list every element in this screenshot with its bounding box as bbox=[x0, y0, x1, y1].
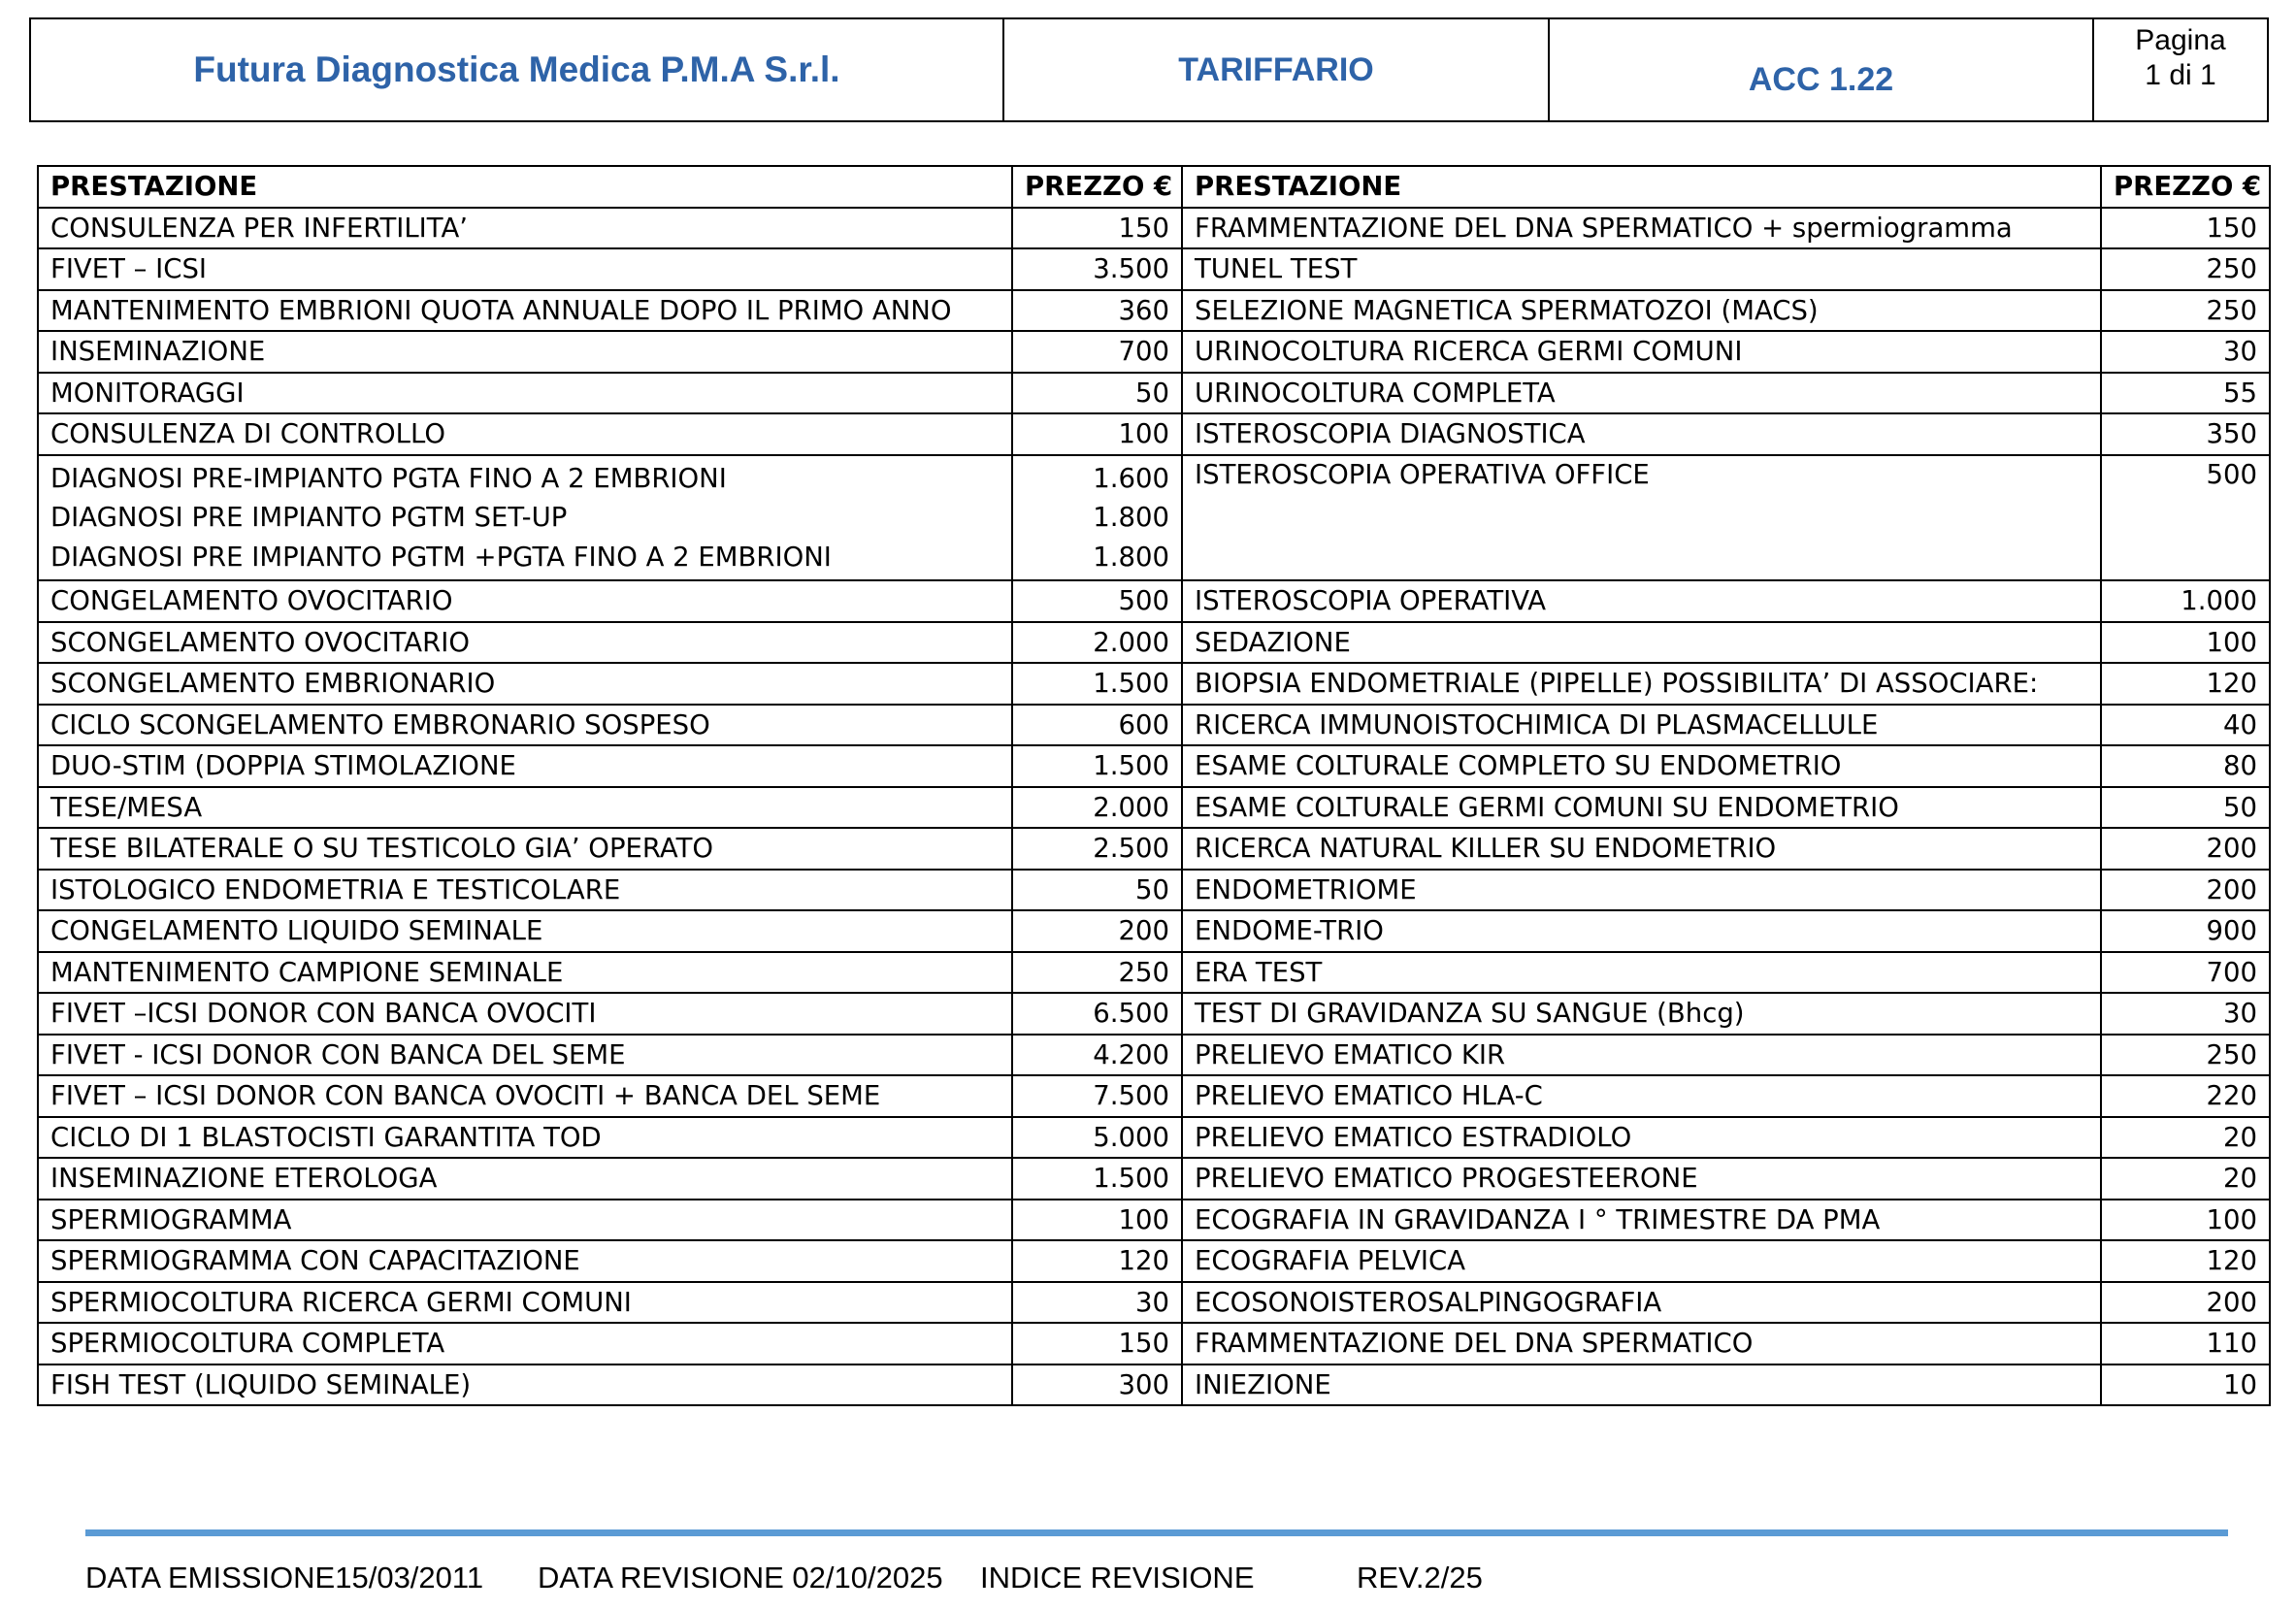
table-row bbox=[38, 828, 2270, 870]
service-name-left: FIVET –ICSI DONOR CON BANCA OVOCITI bbox=[38, 993, 1012, 1035]
service-name-right: ECOGRAFIA IN GRAVIDANZA I ° TRIMESTRE DA PMA bbox=[1182, 1200, 2101, 1241]
service-price-right: 200 bbox=[2101, 828, 2270, 870]
table-row bbox=[38, 208, 2270, 249]
service-price-left bbox=[1012, 455, 1182, 581]
service-name-left: TESE/MESA bbox=[38, 787, 1012, 829]
service-name-left: ISTOLOGICO ENDOMETRIA E TESTICOLARE bbox=[38, 870, 1012, 911]
service-name-left: CICLO DI 1 BLASTOCISTI GARANTITA TOD bbox=[38, 1117, 1012, 1159]
service-name-right: PRELIEVO EMATICO HLA-C bbox=[1182, 1075, 2101, 1117]
service-name-left: SPERMIOCOLTURA RICERCA GERMI COMUNI bbox=[38, 1282, 1012, 1324]
table-row bbox=[38, 952, 2270, 994]
service-name-left: SPERMIOCOLTURA COMPLETA bbox=[38, 1323, 1012, 1364]
service-name-right: SELEZIONE MAGNETICA SPERMATOZOI (MACS) bbox=[1182, 290, 2101, 332]
table-row bbox=[38, 331, 2270, 373]
revision-index-label: INDICE REVISIONE bbox=[980, 1561, 1255, 1595]
table-row bbox=[38, 413, 2270, 455]
table-header-row bbox=[38, 166, 2270, 208]
table-row bbox=[38, 455, 2270, 581]
document-code: ACC 1.22 bbox=[1549, 18, 2093, 121]
service-price-right: 55 bbox=[2101, 373, 2270, 414]
service-price-right: 40 bbox=[2101, 705, 2270, 746]
revision-number: REV.2/25 bbox=[1357, 1561, 1483, 1595]
service-price-right: 500 bbox=[2101, 455, 2270, 581]
service-name-right: TUNEL TEST bbox=[1182, 248, 2101, 290]
service-name-left: INSEMINAZIONE bbox=[38, 331, 1012, 373]
page-indicator bbox=[2093, 18, 2268, 121]
service-name-right: FRAMMENTAZIONE DEL DNA SPERMATICO + spermiogramma bbox=[1182, 208, 2101, 249]
table-row bbox=[38, 993, 2270, 1035]
service-price-right: 700 bbox=[2101, 952, 2270, 994]
service-price-right: 20 bbox=[2101, 1117, 2270, 1159]
table-row bbox=[38, 787, 2270, 829]
service-line: DIAGNOSI PRE-IMPIANTO PGTA FINO A 2 EMBRIONI bbox=[50, 462, 727, 494]
table-row bbox=[38, 1117, 2270, 1159]
service-name-right: ISTEROSCOPIA DIAGNOSTICA bbox=[1182, 413, 2101, 455]
service-name-left: TESE BILATERALE O SU TESTICOLO GIA’ OPERATO bbox=[38, 828, 1012, 870]
service-price-left: 30 bbox=[1012, 1282, 1182, 1324]
service-name-right: ESAME COLTURALE COMPLETO SU ENDOMETRIO bbox=[1182, 745, 2101, 787]
service-name-left: SPERMIOGRAMMA CON CAPACITAZIONE bbox=[38, 1240, 1012, 1282]
table-row bbox=[38, 745, 2270, 787]
service-price-left: 300 bbox=[1012, 1364, 1182, 1406]
table-row bbox=[38, 248, 2270, 290]
service-price-left: 100 bbox=[1012, 413, 1182, 455]
service-price-left: 100 bbox=[1012, 1200, 1182, 1241]
table-row bbox=[38, 580, 2270, 622]
service-price-right: 30 bbox=[2101, 331, 2270, 373]
service-name-left: MANTENIMENTO EMBRIONI QUOTA ANNUALE DOPO IL PRIMO ANNO bbox=[38, 290, 1012, 332]
service-price-left: 150 bbox=[1012, 1323, 1182, 1364]
service-name-right: ENDOME-TRIO bbox=[1182, 910, 2101, 952]
table-row bbox=[38, 1075, 2270, 1117]
service-name-right: PRELIEVO EMATICO PROGESTEERONE bbox=[1182, 1158, 2101, 1200]
service-name-left: MONITORAGGI bbox=[38, 373, 1012, 414]
price-table bbox=[37, 165, 2271, 1406]
service-price-left: 500 bbox=[1012, 580, 1182, 622]
column-header-service: PRESTAZIONE bbox=[38, 166, 1012, 208]
service-price-right: 10 bbox=[2101, 1364, 2270, 1406]
service-price-right: 120 bbox=[2101, 1240, 2270, 1282]
revision-date: DATA REVISIONE 02/10/2025 bbox=[538, 1561, 943, 1595]
table-row bbox=[38, 1158, 2270, 1200]
column-header-service: PRESTAZIONE bbox=[1182, 166, 2101, 208]
service-name-right: ECOGRAFIA PELVICA bbox=[1182, 1240, 2101, 1282]
service-name-right: ERA TEST bbox=[1182, 952, 2101, 994]
service-price-left: 7.500 bbox=[1012, 1075, 1182, 1117]
service-price-right: 100 bbox=[2101, 622, 2270, 664]
page-label: Pagina bbox=[2135, 24, 2226, 56]
service-line: DIAGNOSI PRE IMPIANTO PGTM +PGTA FINO A 2 EMBRIONI bbox=[50, 541, 832, 573]
price-line: 1.800 bbox=[1093, 541, 1169, 573]
service-price-left: 6.500 bbox=[1012, 993, 1182, 1035]
service-name-right: RICERCA NATURAL KILLER SU ENDOMETRIO bbox=[1182, 828, 2101, 870]
table-row bbox=[38, 373, 2270, 414]
service-price-left: 50 bbox=[1012, 870, 1182, 911]
service-price-right: 250 bbox=[2101, 248, 2270, 290]
service-price-right: 220 bbox=[2101, 1075, 2270, 1117]
service-price-right: 250 bbox=[2101, 1035, 2270, 1076]
service-name-left: CICLO SCONGELAMENTO EMBRONARIO SOSPESO bbox=[38, 705, 1012, 746]
document-header bbox=[29, 17, 2269, 122]
service-name-right: ECOSONOISTEROSALPINGOGRAFIA bbox=[1182, 1282, 2101, 1324]
service-price-left: 2.500 bbox=[1012, 828, 1182, 870]
service-name-left: INSEMINAZIONE ETEROLOGA bbox=[38, 1158, 1012, 1200]
service-name-right: FRAMMENTAZIONE DEL DNA SPERMATICO bbox=[1182, 1323, 2101, 1364]
service-price-right: 350 bbox=[2101, 413, 2270, 455]
service-price-left: 1.500 bbox=[1012, 745, 1182, 787]
column-header-price: PREZZO € bbox=[2101, 166, 2270, 208]
service-price-left: 700 bbox=[1012, 331, 1182, 373]
price-line: 1.800 bbox=[1093, 502, 1169, 533]
service-price-right: 50 bbox=[2101, 787, 2270, 829]
column-header-price: PREZZO € bbox=[1012, 166, 1182, 208]
service-name-left: CONSULENZA DI CONTROLLO bbox=[38, 413, 1012, 455]
table-row bbox=[38, 622, 2270, 664]
service-price-right: 900 bbox=[2101, 910, 2270, 952]
service-name-left: SPERMIOGRAMMA bbox=[38, 1200, 1012, 1241]
service-price-left: 250 bbox=[1012, 952, 1182, 994]
service-price-left: 360 bbox=[1012, 290, 1182, 332]
service-price-left: 200 bbox=[1012, 910, 1182, 952]
service-price-right: 120 bbox=[2101, 663, 2270, 705]
service-name-right: URINOCOLTURA RICERCA GERMI COMUNI bbox=[1182, 331, 2101, 373]
service-name-right: ENDOMETRIOME bbox=[1182, 870, 2101, 911]
service-price-left: 1.500 bbox=[1012, 663, 1182, 705]
service-price-left: 3.500 bbox=[1012, 248, 1182, 290]
service-name-left: FISH TEST (LIQUIDO SEMINALE) bbox=[38, 1364, 1012, 1406]
service-name-right: ISTEROSCOPIA OPERATIVA OFFICE bbox=[1182, 455, 2101, 581]
service-name-left: MANTENIMENTO CAMPIONE SEMINALE bbox=[38, 952, 1012, 994]
service-price-right: 20 bbox=[2101, 1158, 2270, 1200]
service-name-right: PRELIEVO EMATICO ESTRADIOLO bbox=[1182, 1117, 2101, 1159]
service-price-right: 1.000 bbox=[2101, 580, 2270, 622]
service-price-left: 150 bbox=[1012, 208, 1182, 249]
service-name-left: DUO-STIM (DOPPIA STIMOLAZIONE bbox=[38, 745, 1012, 787]
service-name-left: SCONGELAMENTO OVOCITARIO bbox=[38, 622, 1012, 664]
footer-divider bbox=[85, 1529, 2228, 1536]
table-row bbox=[38, 1323, 2270, 1364]
service-line: DIAGNOSI PRE IMPIANTO PGTM SET-UP bbox=[50, 502, 568, 533]
service-name-right: RICERCA IMMUNOISTOCHIMICA DI PLASMACELLULE bbox=[1182, 705, 2101, 746]
service-name-right: SEDAZIONE bbox=[1182, 622, 2101, 664]
service-price-right: 250 bbox=[2101, 290, 2270, 332]
service-price-right: 200 bbox=[2101, 1282, 2270, 1324]
table-row bbox=[38, 910, 2270, 952]
table-row bbox=[38, 870, 2270, 911]
service-price-right: 30 bbox=[2101, 993, 2270, 1035]
service-name-right: URINOCOLTURA COMPLETA bbox=[1182, 373, 2101, 414]
table-row bbox=[38, 1200, 2270, 1241]
table-row bbox=[38, 1035, 2270, 1076]
service-price-left: 50 bbox=[1012, 373, 1182, 414]
service-name-right: INIEZIONE bbox=[1182, 1364, 2101, 1406]
service-name-left: CONGELAMENTO LIQUIDO SEMINALE bbox=[38, 910, 1012, 952]
service-price-left: 2.000 bbox=[1012, 787, 1182, 829]
service-name-left: CONSULENZA PER INFERTILITA’ bbox=[38, 208, 1012, 249]
table-row bbox=[38, 1240, 2270, 1282]
service-price-right: 80 bbox=[2101, 745, 2270, 787]
document-title: TARIFFARIO bbox=[1003, 18, 1549, 121]
service-price-left: 4.200 bbox=[1012, 1035, 1182, 1076]
service-name-left: FIVET - ICSI DONOR CON BANCA DEL SEME bbox=[38, 1035, 1012, 1076]
service-name-right: BIOPSIA ENDOMETRIALE (PIPELLE) POSSIBILITA’ DI ASSOCIARE: bbox=[1182, 663, 2101, 705]
service-name-right: ESAME COLTURALE GERMI COMUNI SU ENDOMETRIO bbox=[1182, 787, 2101, 829]
service-price-left: 600 bbox=[1012, 705, 1182, 746]
service-name-left: CONGELAMENTO OVOCITARIO bbox=[38, 580, 1012, 622]
service-price-left: 1.500 bbox=[1012, 1158, 1182, 1200]
emission-date: DATA EMISSIONE15/03/2011 bbox=[85, 1561, 484, 1595]
table-row bbox=[38, 663, 2270, 705]
company-name: Futura Diagnostica Medica P.M.A S.r.l. bbox=[30, 18, 1003, 121]
service-name-left: FIVET – ICSI bbox=[38, 248, 1012, 290]
table-row bbox=[38, 705, 2270, 746]
service-price-right: 110 bbox=[2101, 1323, 2270, 1364]
table-row bbox=[38, 290, 2270, 332]
price-line: 1.600 bbox=[1093, 462, 1169, 494]
service-price-right: 100 bbox=[2101, 1200, 2270, 1241]
service-name-left bbox=[38, 455, 1012, 581]
service-price-left: 5.000 bbox=[1012, 1117, 1182, 1159]
service-name-left: SCONGELAMENTO EMBRIONARIO bbox=[38, 663, 1012, 705]
service-price-left: 120 bbox=[1012, 1240, 1182, 1282]
table-row bbox=[38, 1282, 2270, 1324]
service-name-left: FIVET – ICSI DONOR CON BANCA OVOCITI + BANCA DEL SEME bbox=[38, 1075, 1012, 1117]
service-price-right: 200 bbox=[2101, 870, 2270, 911]
table-row bbox=[38, 1364, 2270, 1406]
service-name-right: TEST DI GRAVIDANZA SU SANGUE (Bhcg) bbox=[1182, 993, 2101, 1035]
service-price-right: 150 bbox=[2101, 208, 2270, 249]
page-number: 1 di 1 bbox=[2145, 59, 2216, 91]
service-price-left: 2.000 bbox=[1012, 622, 1182, 664]
service-name-right: PRELIEVO EMATICO KIR bbox=[1182, 1035, 2101, 1076]
service-name-right: ISTEROSCOPIA OPERATIVA bbox=[1182, 580, 2101, 622]
